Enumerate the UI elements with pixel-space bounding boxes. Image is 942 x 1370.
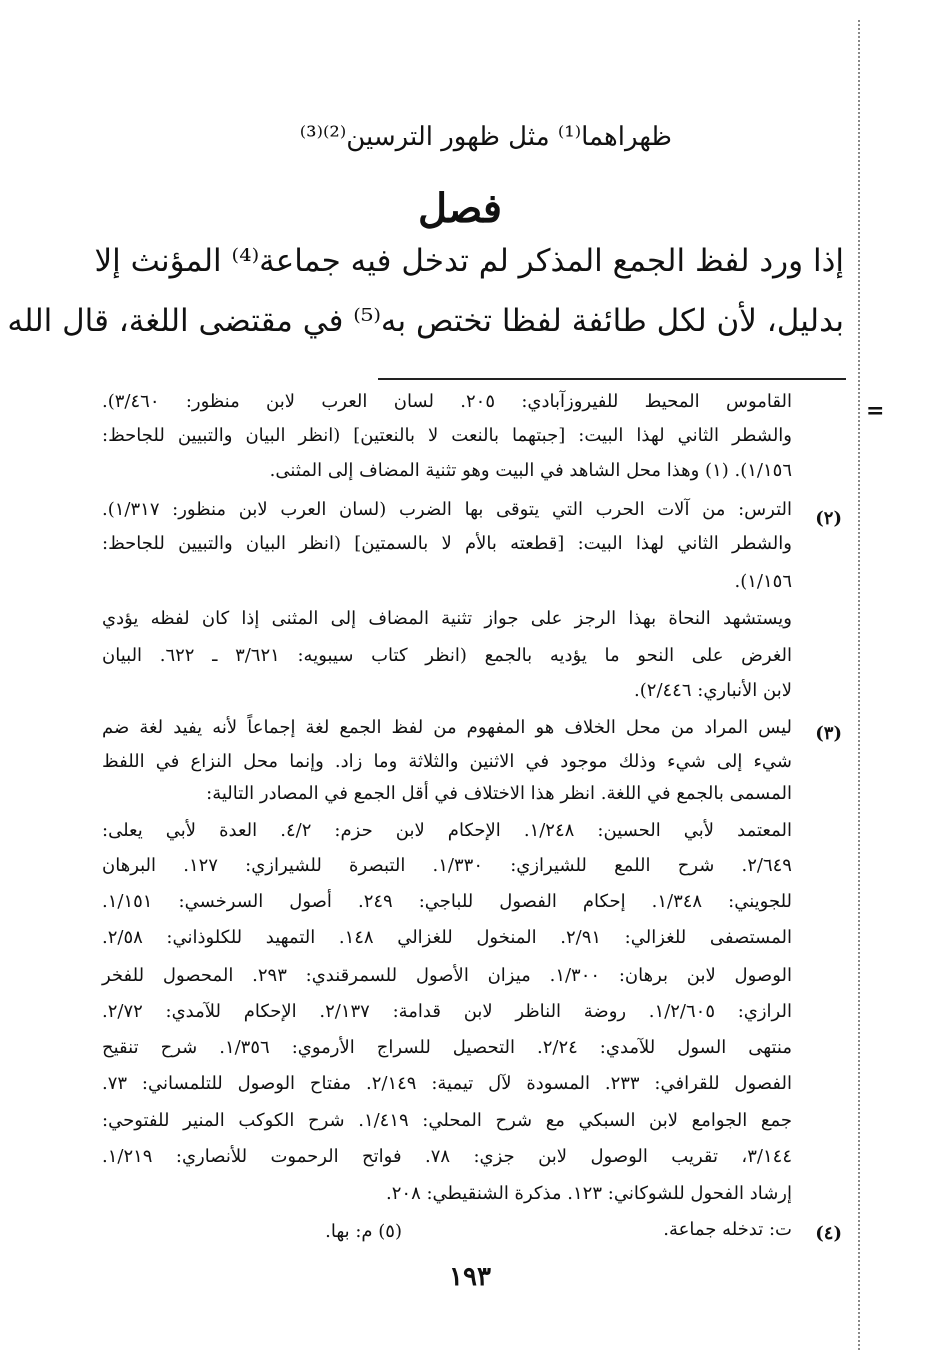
- footnote-3-line-10: منتهى السول للآمدي: ٢/٢٤. التحصيل للسراج الأرموي: ١/٣٥٦. شرح تنقيح: [102, 1037, 792, 1058]
- footnote-1-line-3: ١/١٥٦). (١) وهذا محل الشاهد في البيت وهو تثنية المضاف إلى المثنى.: [269, 460, 792, 481]
- footnote-2-number: (٢): [815, 508, 842, 529]
- footnote-3-line-6: للجويني: ١/٣٤٨. إحكام الفصول للباجي: ٢٤٩. أصول السرخسي: ١/١٥١.: [102, 891, 793, 912]
- footnote-2-line-1: الترس: من آلات الحرب التي يتوقى بها الضرب (لسان العرب لابن منظور: ١/٣١٧).: [102, 499, 792, 520]
- footnote-3-line-9: الرازي: ١/٢/٦٠٥. روضة الناظر لابن قدامة: ٢/١٣٧. الإحكام للآمدي: ٢/٧٢.: [102, 1001, 792, 1022]
- page-number: ١٩٣: [449, 1262, 491, 1292]
- footnote-3-line-1: ليس المراد من محل الخلاف هو المفهوم من لفظ الجمع لغة إجماعاً لأنه يفيد لغة ضم: [102, 717, 792, 738]
- footnote-2-line-6: لابن الأنباري: ٢/٤٤٦).: [634, 680, 792, 701]
- main-text-line-1: إذا ورد لفظ الجمع المذكر لم تدخل فيه جماعة⁽⁴⁾ المؤنث إلا: [94, 243, 844, 279]
- footnote-3-line-8: الوصول لابن برهان: ١/٣٠٠. ميزان الأصول للسمرقندي: ٢٩٣. المحصول للفخر: [102, 965, 792, 986]
- footnote-3-line-14: إرشاد الفحول للشوكاني: ١٢٣. مذكرة الشنقيطي: ٢٠٨.: [386, 1183, 792, 1204]
- footnote-3-line-3: المسمى بالجمع في اللغة. انظر هذا الاختلاف في أقل الجمع في المصادر التالية:: [206, 783, 792, 804]
- footnote-separator: [378, 378, 846, 380]
- footnote-2-line-3: ١/١٥٦).: [734, 571, 792, 592]
- footnote-4-text: ت: تدخله جماعة.: [663, 1219, 792, 1240]
- footnote-1-line-1: القاموس المحيط للفيروزآبادي: ٢٠٥. لسان العرب لابن منظور: ٣/٤٦٠).: [102, 391, 792, 412]
- footnote-2-line-2: والشطر الثاني لهذا البيت: [قطعته بالأم لا بالسمتين] (انظر البيان والتبيين للجاحظ:: [102, 533, 792, 554]
- footnote-2-line-5: الغرض على النحو ما يؤديه بالجمع (انظر كتاب سيبويه: ٣/٦٢١ ـ ٦٢٢. البيان: [102, 645, 793, 666]
- poetry-verse: ظهراهما⁽¹⁾ مثل ظهور الترسين⁽²⁾⁽³⁾: [299, 122, 672, 152]
- footnote-5-text: (٥) م: بها.: [325, 1221, 402, 1242]
- main-text-line-2: بدليل، لأن لكل طائفة لفظا تختص به⁽⁵⁾ في مقتضى اللغة، قال الله: [7, 303, 844, 339]
- footnote-4-number: (٤): [815, 1223, 842, 1244]
- continuation-mark: =: [866, 398, 885, 424]
- section-heading: فصل: [417, 185, 503, 232]
- footnote-3-number: (٣): [815, 723, 842, 744]
- footnote-3-line-13: ٣/١٤٤، تقريب الوصول لابن جزي: ٧٨. فواتح الرحموت للأنصاري: ١/٢١٩.: [102, 1146, 792, 1167]
- footnote-3-line-5: ٢/٦٤٩. شرح اللمع للشيرازي: ١/٣٣٠. التبصرة للشيرازي: ١٢٧. البرهان: [102, 855, 792, 876]
- footnote-3-line-4: المعتمد لأبي الحسين: ١/٢٤٨. الإحكام لابن حزم: ٤/٢. العدة لأبي يعلى:: [102, 820, 792, 841]
- footnote-1-line-2: والشطر الثاني لهذا البيت: [جبتهما بالنعت لا بالنعتين] (انظر البيان والتبيين للجاحظ:: [102, 425, 792, 446]
- footnote-3-line-7: المستصفى للغزالي: ٢/٩١. المنخول للغزالي ١٤٨. التمهيد للكلوذاني: ٢/٥٨.: [102, 927, 792, 948]
- margin-dotted-line: [858, 20, 860, 1350]
- footnote-3-line-2: شيء إلى شيء وذلك موجود في الاثنين والثلاثة وما زاد. وإنما محل النزاع في اللفظ: [102, 751, 792, 772]
- footnote-3-line-12: جمع الجوامع لابن السبكي مع شرح المحلي: ١/٤١٩. شرح الكوكب المنير للفتوحي:: [102, 1110, 792, 1131]
- footnote-3-line-11: الفصول للقرافي: ٢٣٣. المسودة لآل تيمية: ٢/١٤٩. مفتاح الوصول للتلمساني: ٧٣.: [102, 1073, 792, 1094]
- footnote-2-line-4: ويستشهد النحاة بهذا الرجز على جواز تثنية المضاف إلى المثنى إذا كان لفظه يؤدي: [102, 608, 792, 629]
